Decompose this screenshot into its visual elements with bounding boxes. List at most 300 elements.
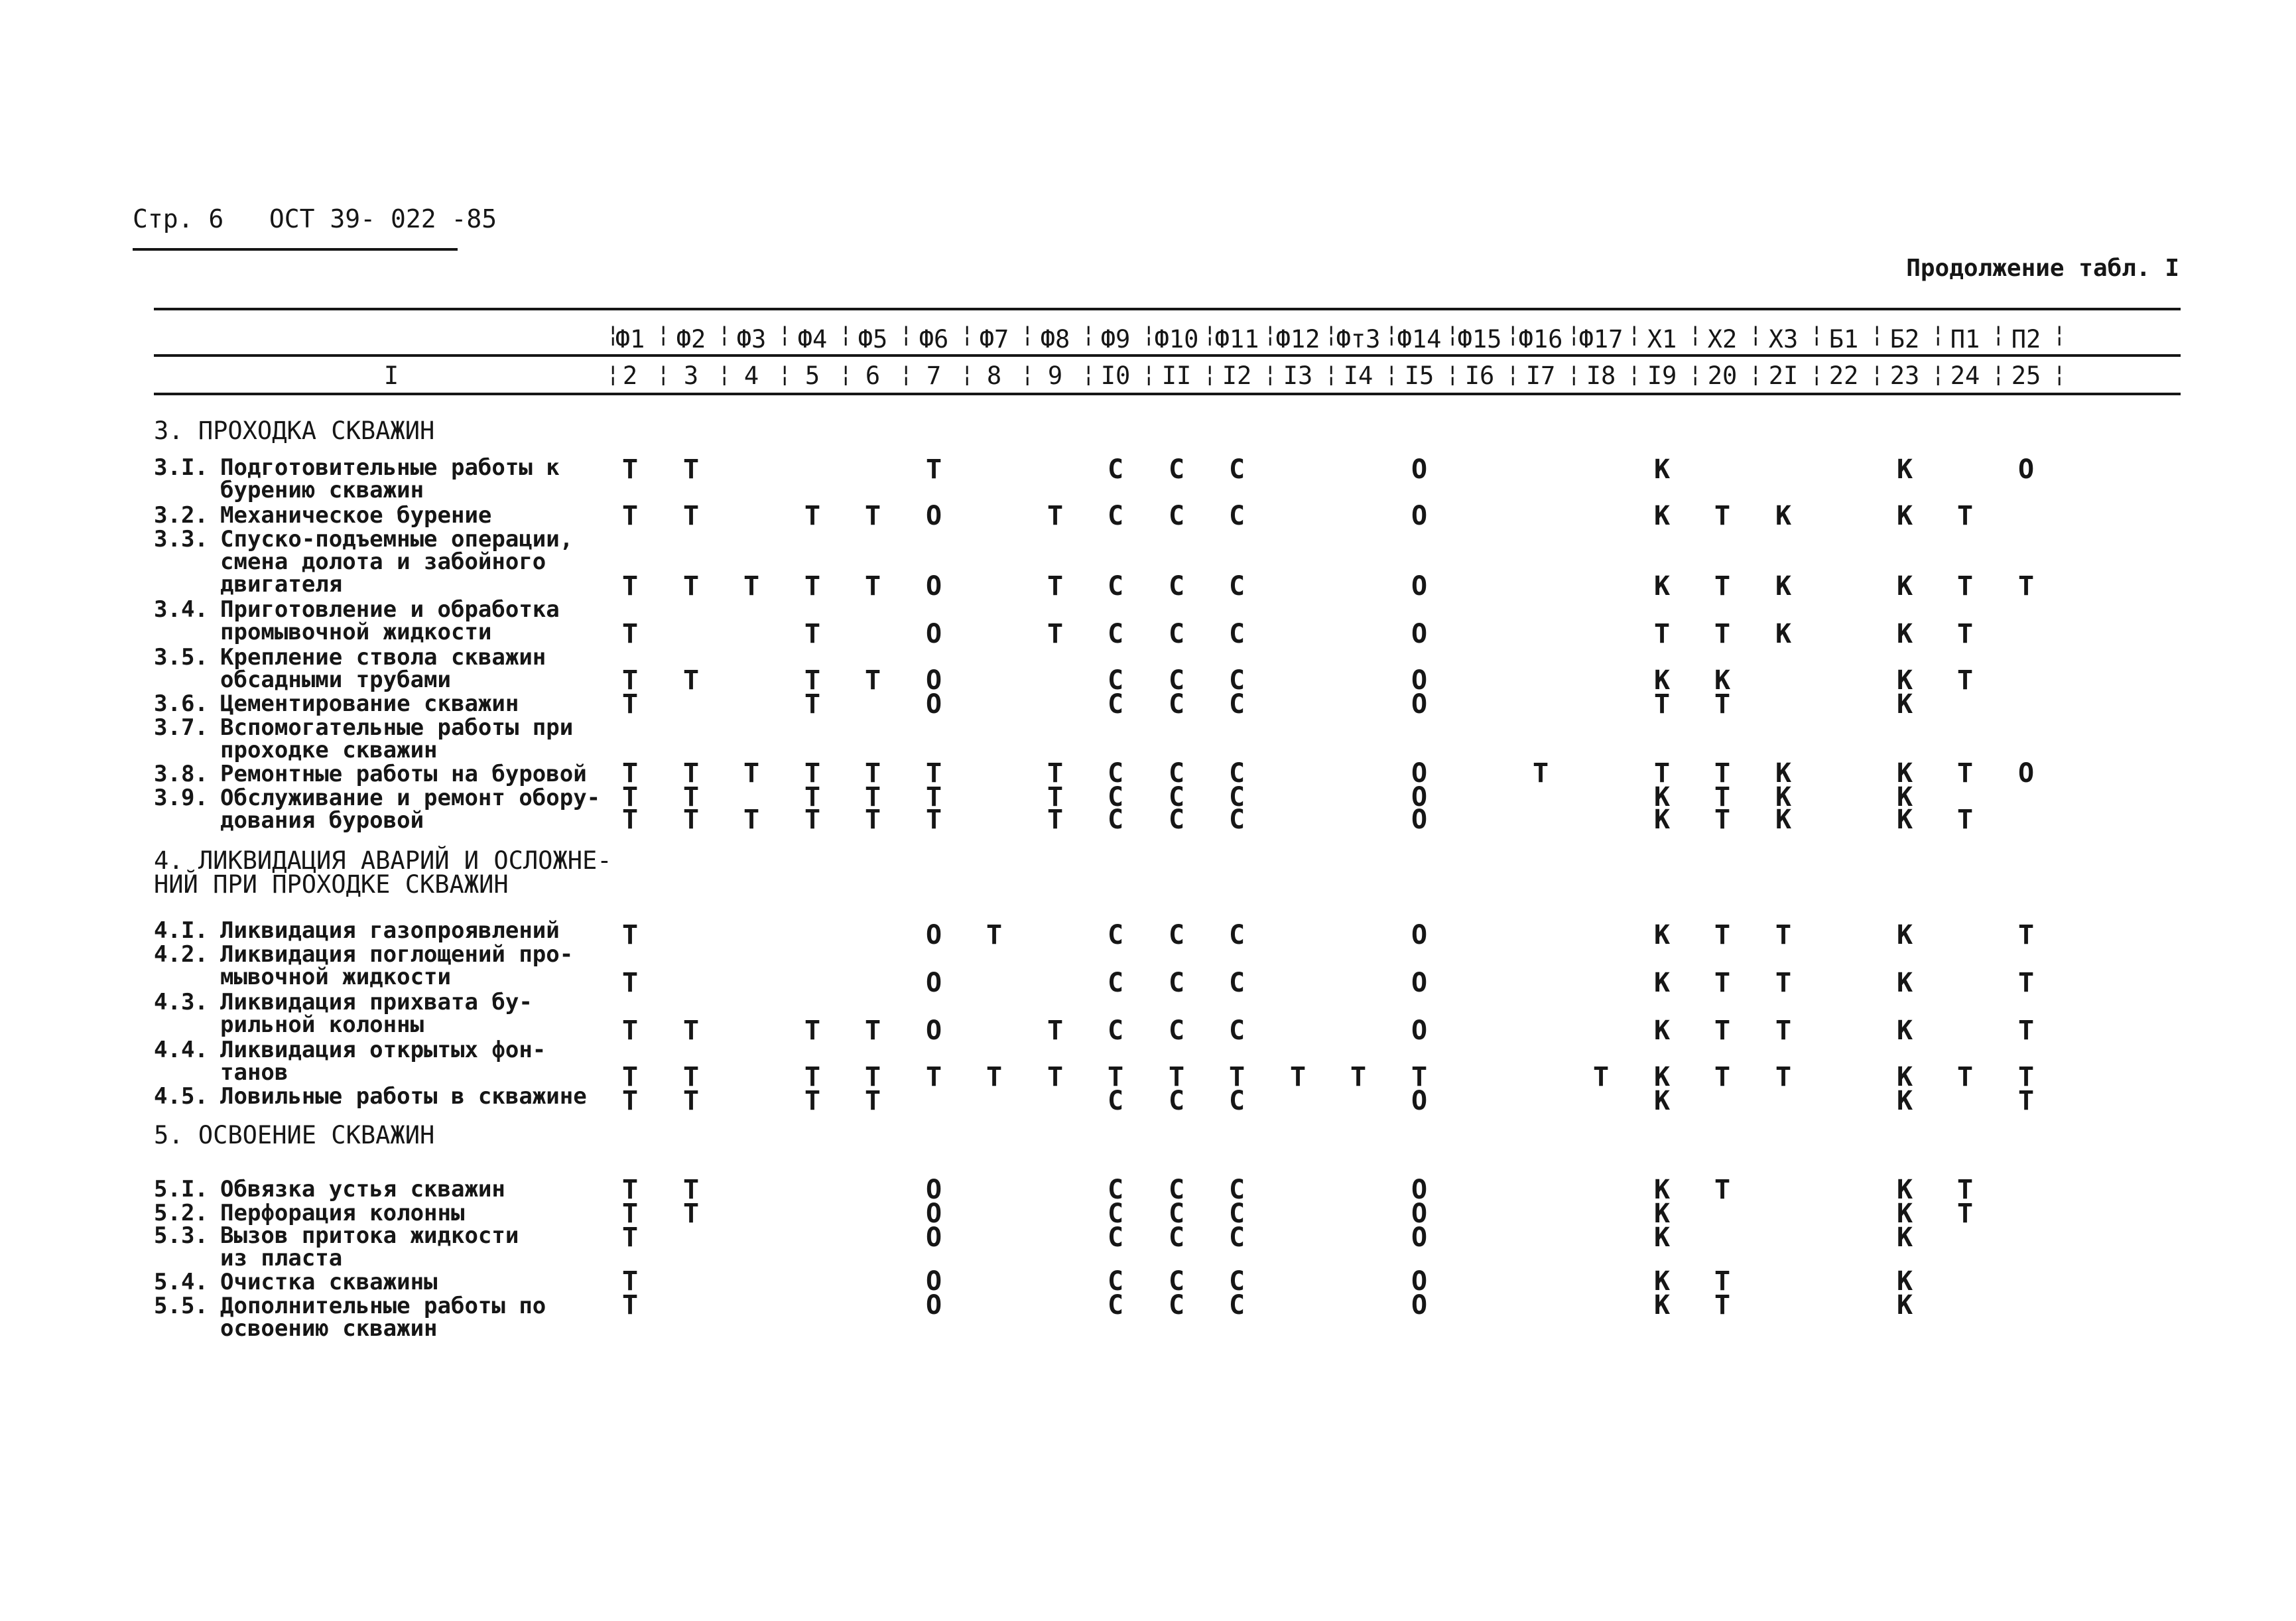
table-cell: Т Т <box>1047 758 1064 812</box>
column-number-label: I7 <box>1525 361 1556 390</box>
table-cell: Т <box>986 920 1003 950</box>
column-group-header: Ф3 <box>736 325 767 354</box>
table-cell: К <box>1896 805 1913 835</box>
table-cell: Т <box>804 619 821 649</box>
column-group-header: Ф15 <box>1457 325 1502 354</box>
table-top-rule <box>154 308 2181 310</box>
column-group-header: Ф11 <box>1214 325 1259 354</box>
column-separator: ¦ <box>1992 321 2006 348</box>
table-header-bottom-rule <box>154 393 2181 395</box>
column-separator: ¦ <box>1567 361 1581 387</box>
row-number: 3.7. <box>154 714 208 741</box>
table-cell: Т <box>682 805 700 835</box>
table-cell: Т <box>621 920 639 950</box>
table-row <box>154 646 546 691</box>
row-number: 4.2. <box>154 941 208 968</box>
table-cell: Т <box>1956 619 1974 649</box>
table-cell: К <box>1896 619 1913 649</box>
table-cell: С <box>1168 619 1185 649</box>
column-separator: ¦ <box>899 321 913 348</box>
table-cell: С <box>1228 454 1245 485</box>
table-cell: О <box>1411 805 1428 835</box>
table-cell: Т <box>1714 571 1731 602</box>
table-cell: О <box>925 571 942 602</box>
table-cell: Т <box>2017 571 2035 602</box>
table-cell: К К <box>1896 1062 1913 1116</box>
table-cell: Т <box>1047 805 1064 835</box>
table-cell: Т <box>1047 619 1064 649</box>
row-label: Ловильные работы в скважине <box>220 1083 587 1110</box>
column-separator: ¦ <box>960 361 974 387</box>
table-cell: К К <box>1653 1062 1671 1116</box>
column-separator: ¦ <box>1385 321 1399 348</box>
table-cell: О О О <box>925 1175 942 1253</box>
table-cell: С <box>1228 1015 1245 1046</box>
table-cell: Т О <box>1411 1062 1428 1116</box>
table-row <box>154 943 573 988</box>
column-number-label: I6 <box>1464 361 1495 390</box>
table-cell: О О <box>1411 758 1428 812</box>
table-row <box>154 1202 464 1224</box>
column-group-header: Ф8 <box>1040 325 1070 354</box>
table-cell: Т <box>1956 501 1974 531</box>
column-separator: ¦ <box>657 321 670 348</box>
table-cell: О О <box>925 1266 942 1321</box>
table-cell: О О <box>1411 1266 1428 1321</box>
table-cell: С <box>1168 501 1185 531</box>
table-cell: Т Т <box>621 665 639 720</box>
column-number-label: 2 <box>622 361 638 390</box>
table-cell: К <box>1653 968 1671 998</box>
column-separator: ¦ <box>1446 321 1460 348</box>
row-number: 5.2. <box>154 1200 208 1226</box>
table-cell: Т <box>1775 920 1792 950</box>
table-cell: Т <box>1775 1062 1792 1092</box>
table-cell: О <box>925 968 942 998</box>
table-cell: С С <box>1228 758 1245 812</box>
table-cell: Т Т <box>621 758 639 812</box>
row-label: Приготовление и обработка промывочной жидкости <box>220 596 560 645</box>
table-cell: Т <box>1532 758 1549 789</box>
table-cell: Т <box>1714 1015 1731 1046</box>
column-number-label: 23 <box>1889 361 1920 390</box>
header-text <box>133 204 497 233</box>
table-cell: С <box>1107 454 1124 485</box>
table-cell: К К К <box>1896 1175 1913 1253</box>
table-row <box>154 1085 587 1108</box>
table-cell: Т <box>1956 665 1974 696</box>
table-cell: Т <box>864 501 881 531</box>
row-number: 3.3. <box>154 526 208 552</box>
table-cell: К <box>1896 968 1913 998</box>
column-number-label: 5 <box>804 361 820 390</box>
column-separator: ¦ <box>1506 321 1520 348</box>
row-label: Цементирование скважин <box>220 690 519 717</box>
table-cell: С <box>1107 619 1124 649</box>
table-cell: К Т <box>1714 665 1731 720</box>
table-cell: О О О <box>1411 1175 1428 1253</box>
column-separator: ¦ <box>1203 321 1217 348</box>
table-cell: Т С <box>1168 1062 1185 1116</box>
row-number: 3.4. <box>154 596 208 623</box>
table-cell: Т Т <box>621 1062 639 1116</box>
column-group-header: Ф17 <box>1578 325 1624 354</box>
table-cell: К <box>1775 805 1792 835</box>
row-number: 5.I. <box>154 1176 208 1202</box>
table-cell: С <box>1107 1015 1124 1046</box>
column-separator: ¦ <box>839 321 853 348</box>
table-cell: К Т <box>1653 665 1671 720</box>
table-cell: О О <box>1411 665 1428 720</box>
row-number: 3.5. <box>154 644 208 671</box>
header-underline <box>133 248 458 251</box>
column-separator: ¦ <box>606 361 620 387</box>
section-title: 3. ПРОХОДКА СКВАЖИН <box>154 417 435 445</box>
column-group-header: Ф5 <box>858 325 888 354</box>
column-number-label: 22 <box>1828 361 1859 390</box>
table-cell: Т <box>743 571 760 602</box>
table-cell: Т <box>1047 501 1064 531</box>
table-cell: К <box>1653 454 1671 485</box>
table-cell: Т <box>1047 571 1064 602</box>
table-cell: Т С <box>1107 1062 1124 1116</box>
table-cell: Т <box>682 1015 700 1046</box>
row-number: 5.5. <box>154 1293 208 1319</box>
column-separator: ¦ <box>1992 361 2006 387</box>
table-cell: К <box>1896 1015 1913 1046</box>
table-cell: К <box>1775 571 1792 602</box>
table-cell: Т <box>621 454 639 485</box>
table-row <box>154 504 491 527</box>
table-cell: Т <box>925 454 942 485</box>
table-cell: К К <box>1896 665 1913 720</box>
table-cell: О <box>925 1015 942 1046</box>
column-number-label: 7 <box>926 361 942 390</box>
table-cell: Т Т <box>2017 1062 2035 1116</box>
row-label: Спуско-подъемные операции, смена долота и забойного двигателя <box>220 526 574 598</box>
row-label: Очистка скважины <box>220 1269 438 1295</box>
row-number: 4.I. <box>154 917 208 944</box>
table-cell: Т Т <box>621 1266 639 1321</box>
table-cell: Т <box>743 758 760 789</box>
table-row <box>154 528 573 596</box>
row-label: Дополнительные работы по освоению скважин <box>220 1293 546 1342</box>
table-cell: Т <box>804 805 821 835</box>
column-separator: ¦ <box>1810 321 1824 348</box>
table-cell: Т <box>1956 758 1974 789</box>
table-cell: Т <box>621 805 639 835</box>
column-separator: ¦ <box>960 321 974 348</box>
table-cell: С С <box>1107 665 1124 720</box>
column-separator: ¦ <box>606 321 620 348</box>
table-row <box>154 1295 546 1340</box>
table-cell: Т <box>1956 1062 1974 1092</box>
row-label: Ликвидация прихвата бу- рильной колонны <box>220 989 533 1038</box>
column-separator: ¦ <box>899 361 913 387</box>
column-separator: ¦ <box>1263 361 1277 387</box>
column-group-header: Ф7 <box>979 325 1009 354</box>
table-row <box>154 1271 438 1293</box>
table-cell: Т <box>804 571 821 602</box>
row-label: Вспомогательные работы при проходке скважин <box>220 714 574 763</box>
column-number-label: 9 <box>1047 361 1063 390</box>
column-number-label: 8 <box>986 361 1002 390</box>
table-cell: Т Т <box>864 758 881 812</box>
table-row <box>154 692 519 715</box>
table-cell: О <box>925 920 942 950</box>
column-separator: ¦ <box>1810 361 1824 387</box>
table-cell: С <box>1168 920 1185 950</box>
table-cell: Т <box>1047 1015 1064 1046</box>
row-label: Ликвидация открытых фон- танов <box>220 1037 546 1086</box>
column-group-header: Ф12 <box>1275 325 1320 354</box>
row-number: 3.8. <box>154 761 208 787</box>
table-cell: Т Т <box>682 758 700 812</box>
table-cell: С <box>1168 968 1185 998</box>
column-separator: ¦ <box>1749 321 1763 348</box>
table-cell: С <box>1228 805 1245 835</box>
column-separator: ¦ <box>1385 361 1399 387</box>
row-label: Подготовительные работы к бурению скважин <box>220 454 560 503</box>
column-number-label: 24 <box>1950 361 1980 390</box>
table-cell: Т <box>682 454 700 485</box>
table-cell: О <box>1411 920 1428 950</box>
row-number: 3.6. <box>154 690 208 717</box>
table-cell: К <box>1653 805 1671 835</box>
row-label: Перфорация колонны <box>220 1200 465 1226</box>
table-cell: О <box>2017 758 2035 789</box>
table-cell: Т Т Т <box>621 1175 639 1253</box>
table-cell: Т <box>1289 1062 1307 1092</box>
column-number-label: 6 <box>865 361 881 390</box>
row-label: Механическое бурение <box>220 502 492 529</box>
column-number-label: I3 <box>1283 361 1313 390</box>
table-cell: Т <box>804 501 821 531</box>
row-number: 4.3. <box>154 989 208 1015</box>
table-cell: Т <box>1714 805 1731 835</box>
table-cell: С С <box>1107 758 1124 812</box>
column-number-label: I8 <box>1586 361 1616 390</box>
table-row <box>154 598 560 643</box>
column-separator: ¦ <box>1870 361 1884 387</box>
column-number-label: 20 <box>1707 361 1738 390</box>
column-separator: ¦ <box>2053 321 2067 348</box>
column-number-label: I9 <box>1647 361 1677 390</box>
table-cell: С <box>1107 501 1124 531</box>
table-cell: О <box>1411 501 1428 531</box>
table-cell: Т <box>682 501 700 531</box>
table-cell: Т <box>621 571 639 602</box>
table-row <box>154 991 533 1036</box>
table-cell: С С <box>1168 758 1185 812</box>
column-number-label: II <box>1161 361 1192 390</box>
column-separator: ¦ <box>718 321 732 348</box>
table-cell: Т Т <box>804 1062 821 1116</box>
row-label: Ликвидация газопроявлений <box>220 917 560 944</box>
column-group-header: Ф16 <box>1518 325 1563 354</box>
column-separator: ¦ <box>778 361 792 387</box>
table-row <box>154 787 600 832</box>
table-cell: К К <box>1896 758 1913 812</box>
column-separator: ¦ <box>657 361 670 387</box>
column-separator: ¦ <box>1142 361 1156 387</box>
table-cell: С <box>1228 501 1245 531</box>
table-cell: С <box>1168 1015 1185 1046</box>
table-cell: Т <box>864 571 881 602</box>
column-separator: ¦ <box>1142 321 1156 348</box>
table-cell: Т <box>1047 1062 1064 1092</box>
table-cell: К К <box>1653 1266 1671 1321</box>
table-cell: Т <box>1714 968 1731 998</box>
table-cell: Т <box>1775 968 1792 998</box>
column-group-header: Ф1 <box>615 325 645 354</box>
table-cell: Т Т <box>864 1062 881 1116</box>
column-separator: ¦ <box>718 361 732 387</box>
table-cell: О <box>1411 968 1428 998</box>
continuation-label: Продолжение табл. I <box>1906 255 2179 282</box>
row-label: Ремонтные работы на буровой <box>220 761 587 787</box>
table-cell: С С С <box>1228 1175 1245 1253</box>
column-group-header: П1 <box>1950 325 1980 354</box>
row-label: Обслуживание и ремонт обору- дования буровой <box>220 785 601 834</box>
table-cell: Т Т <box>1714 758 1731 812</box>
table-cell: Т <box>743 805 760 835</box>
table-cell: О <box>925 501 942 531</box>
table-cell: К <box>1653 501 1671 531</box>
table-cell: К <box>1896 920 1913 950</box>
column-separator: ¦ <box>1021 361 1035 387</box>
column-number-label: I <box>383 361 399 390</box>
table-row <box>154 1178 505 1200</box>
column-number-label: 2I <box>1768 361 1799 390</box>
column-group-header: Б2 <box>1889 325 1920 354</box>
table-cell: Т <box>986 1062 1003 1092</box>
table-cell: Т <box>1592 1062 1610 1092</box>
column-group-header: Фт3 <box>1336 325 1381 354</box>
table-cell: Т <box>621 1015 639 1046</box>
column-separator: ¦ <box>1082 321 1096 348</box>
table-cell: Т <box>925 1062 942 1092</box>
column-separator: ¦ <box>1627 361 1641 387</box>
column-number-label: 25 <box>2011 361 2041 390</box>
table-cell: Т Т <box>682 1062 700 1116</box>
table-cell: С <box>1228 920 1245 950</box>
column-number-label: 4 <box>743 361 759 390</box>
column-group-header: Ф14 <box>1397 325 1442 354</box>
column-separator: ¦ <box>1324 321 1338 348</box>
column-separator: ¦ <box>1689 361 1702 387</box>
table-cell: Т <box>1653 619 1671 649</box>
table-header-mid-rule <box>154 354 2181 357</box>
table-cell: С <box>1168 805 1185 835</box>
table-cell: С С <box>1107 1266 1124 1321</box>
table-cell: Т Т <box>925 758 942 812</box>
table-cell: К <box>1653 571 1671 602</box>
row-number: 5.3. <box>154 1222 208 1249</box>
column-number-label: 3 <box>683 361 699 390</box>
table-cell: С <box>1107 968 1124 998</box>
row-number: 4.5. <box>154 1083 208 1110</box>
table-cell: О <box>925 619 942 649</box>
table-cell: С <box>1228 619 1245 649</box>
table-cell: С <box>1107 920 1124 950</box>
row-number: 3.2. <box>154 502 208 529</box>
column-group-header: Ф10 <box>1154 325 1199 354</box>
table-cell: Т <box>864 1015 881 1046</box>
column-separator: ¦ <box>1567 321 1581 348</box>
table-cell: О <box>1411 1015 1428 1046</box>
table-cell: О <box>1411 571 1428 602</box>
table-cell: Т <box>925 805 942 835</box>
column-separator: ¦ <box>1506 361 1520 387</box>
table-cell: С <box>1168 454 1185 485</box>
page-number: Стр. 6 <box>133 204 224 233</box>
table-cell: Т <box>621 501 639 531</box>
column-group-header: Ф9 <box>1100 325 1131 354</box>
table-cell: С <box>1228 571 1245 602</box>
table-cell: Т <box>1714 920 1731 950</box>
table-row <box>154 456 560 501</box>
column-separator: ¦ <box>1931 361 1945 387</box>
table-cell: Т <box>1714 1062 1731 1092</box>
table-cell: О <box>2017 454 2035 485</box>
column-separator: ¦ <box>2053 361 2067 387</box>
table-cell: Т <box>2017 1015 2035 1046</box>
row-label: Обвязка устья скважин <box>220 1176 505 1202</box>
table-cell: К К К <box>1653 1175 1671 1253</box>
column-separator: ¦ <box>1446 361 1460 387</box>
column-number-label: I2 <box>1222 361 1252 390</box>
table-cell: С С <box>1168 665 1185 720</box>
table-cell: С С <box>1168 1266 1185 1321</box>
column-group-header: Ф4 <box>797 325 828 354</box>
row-number: 4.4. <box>154 1037 208 1063</box>
table-cell: Т <box>621 968 639 998</box>
column-number-label: I5 <box>1404 361 1435 390</box>
table-cell: С С <box>1228 1266 1245 1321</box>
row-number: 5.4. <box>154 1269 208 1295</box>
table-cell: Т <box>864 805 881 835</box>
table-cell: Т Т <box>682 1175 700 1229</box>
table-cell: Т Т <box>1956 1175 1974 1229</box>
column-separator: ¦ <box>1870 321 1884 348</box>
row-number: 3.I. <box>154 454 208 481</box>
table-cell: К К <box>1775 758 1792 812</box>
column-separator: ¦ <box>1627 321 1641 348</box>
table-row <box>154 919 560 942</box>
row-label: Ликвидация поглощений про- мывочной жидкости <box>220 941 574 990</box>
column-separator: ¦ <box>1324 361 1338 387</box>
table-cell: С С С <box>1168 1175 1185 1253</box>
column-separator: ¦ <box>778 321 792 348</box>
row-label: Вызов притока жидкости из пласта <box>220 1222 519 1271</box>
table-cell: С С С <box>1107 1175 1124 1253</box>
table-cell: К <box>1896 571 1913 602</box>
table-cell: К <box>1896 454 1913 485</box>
table-cell: Т Т <box>1714 1266 1731 1321</box>
table-cell: С <box>1228 968 1245 998</box>
table-cell: С <box>1107 571 1124 602</box>
table-cell: Т <box>804 1015 821 1046</box>
column-separator: ¦ <box>1689 321 1702 348</box>
table-row <box>154 1224 519 1269</box>
column-number-label: I0 <box>1100 361 1131 390</box>
table-cell: Т <box>682 665 700 696</box>
table-cell: К <box>1896 501 1913 531</box>
column-separator: ¦ <box>1203 361 1217 387</box>
column-group-header: X1 <box>1647 325 1677 354</box>
table-cell: С <box>1107 805 1124 835</box>
